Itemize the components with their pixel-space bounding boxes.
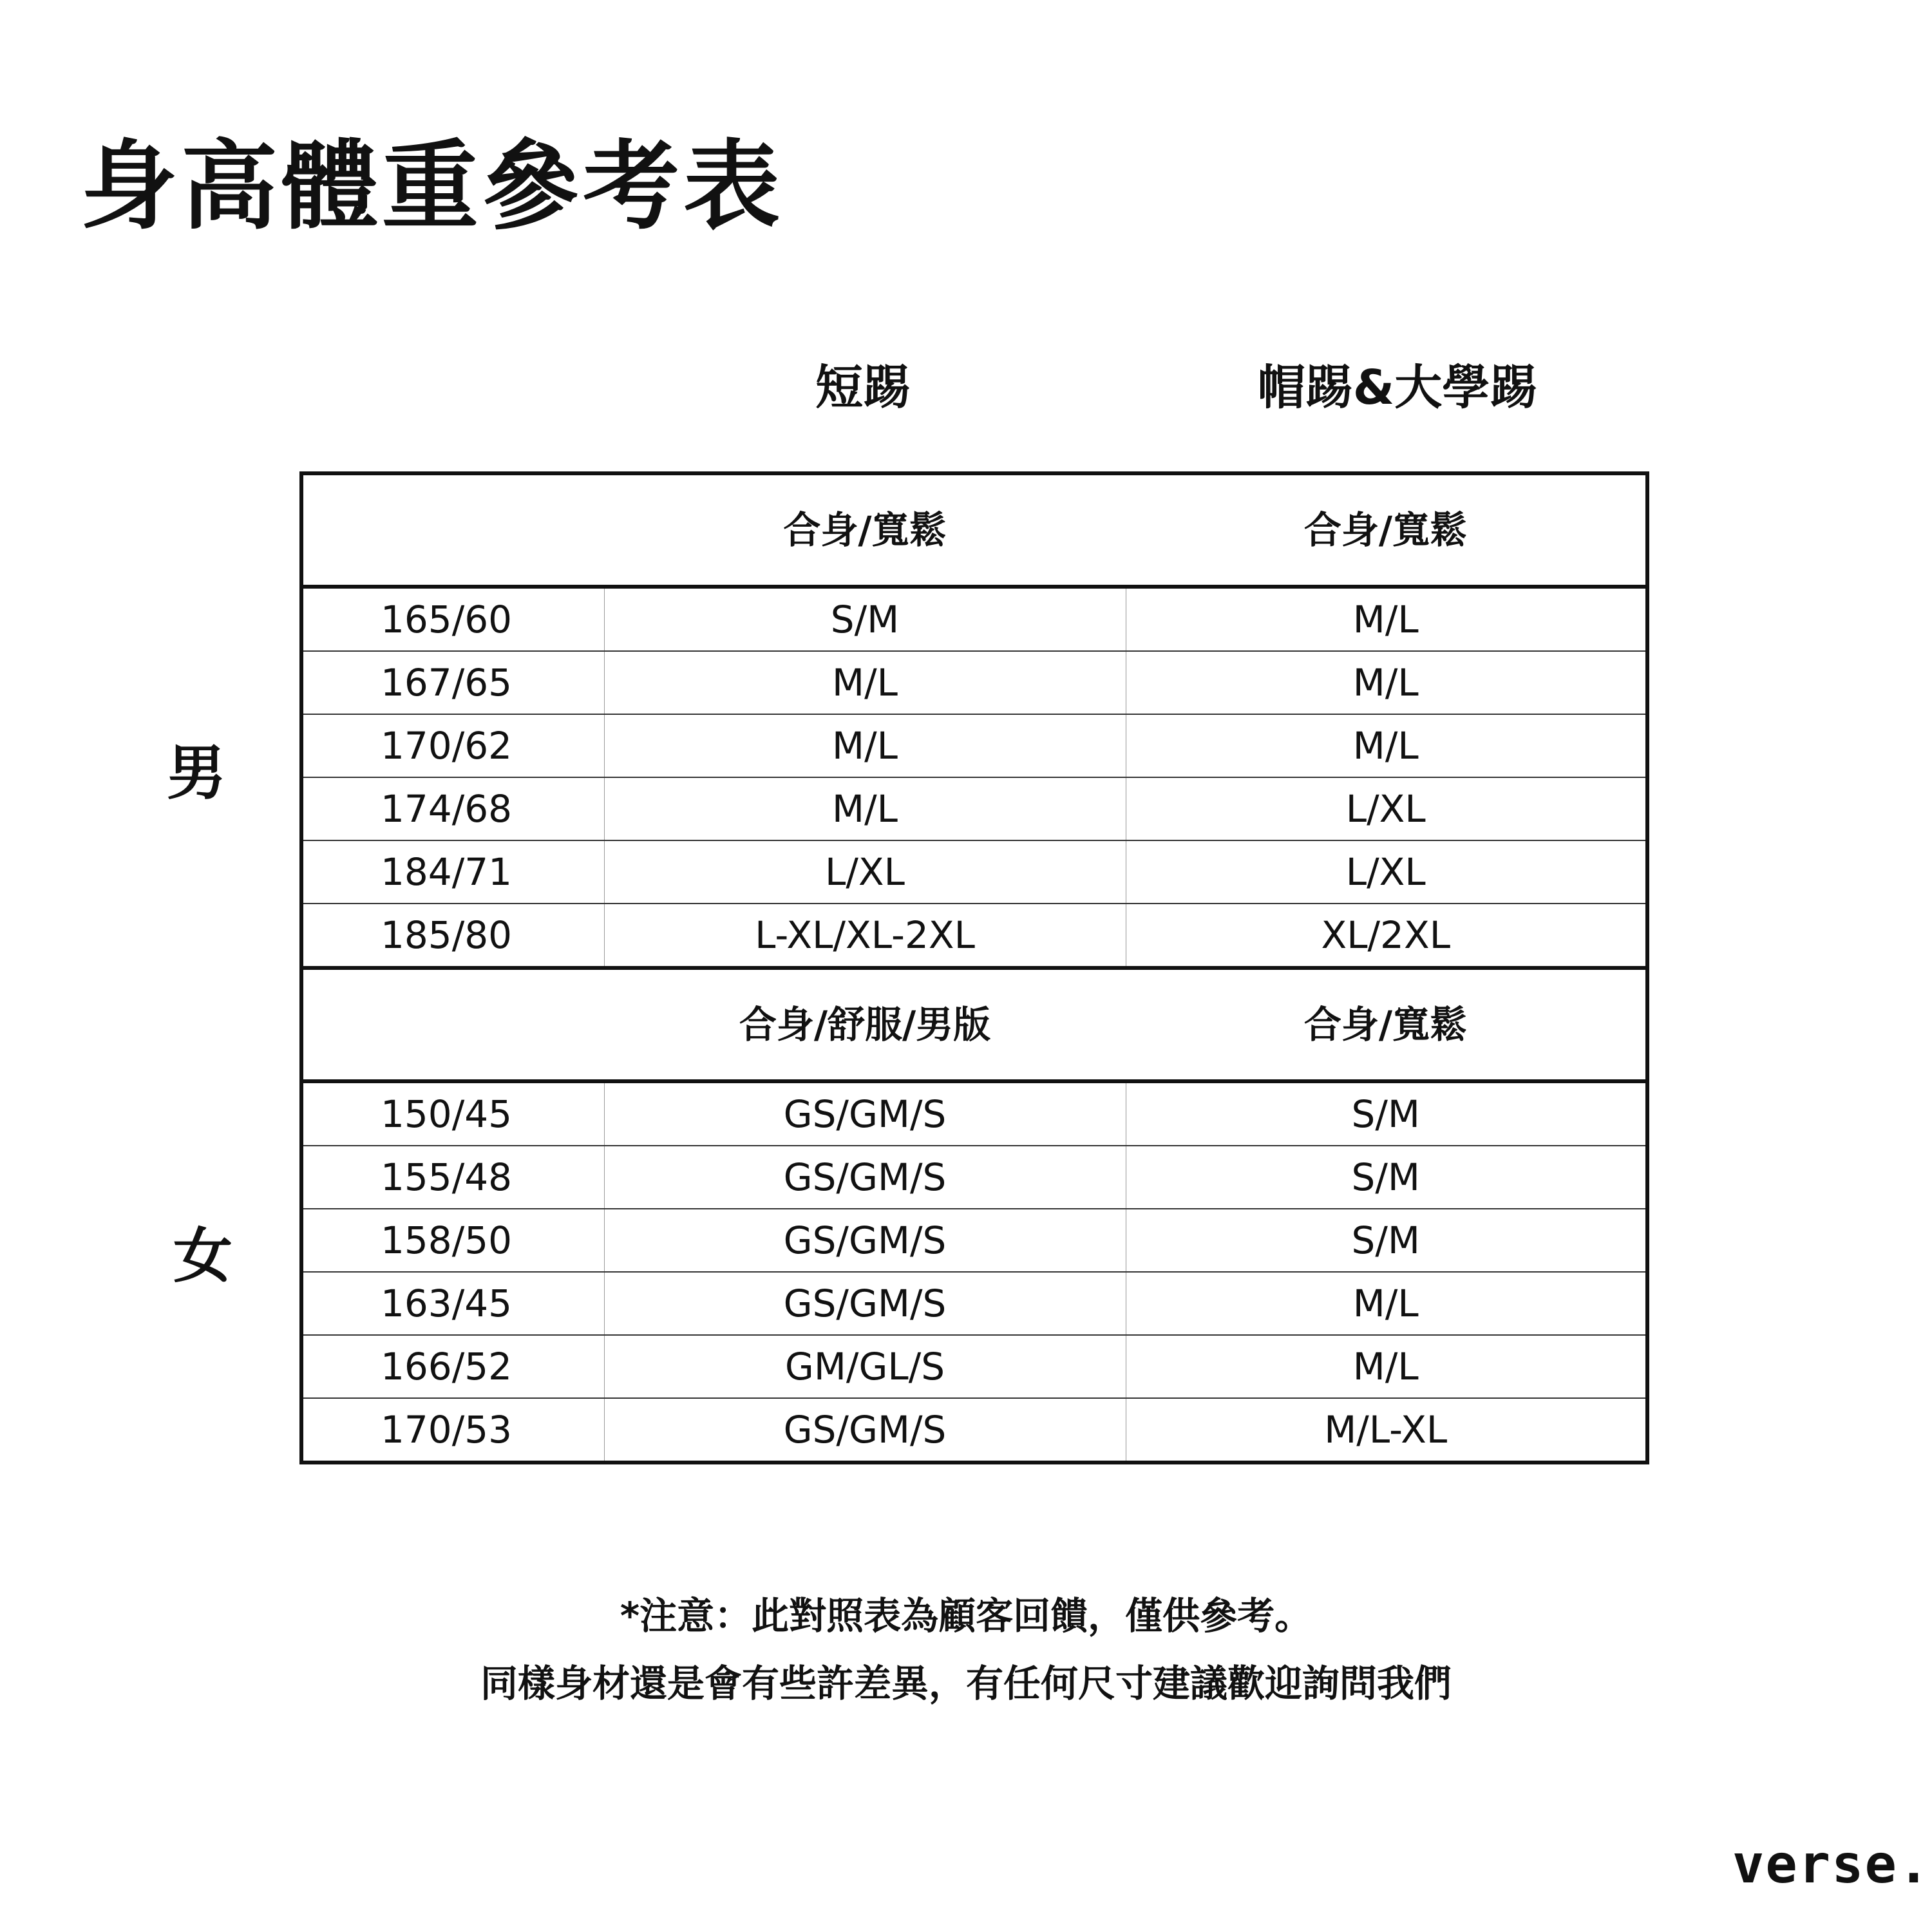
- header-cell-fit-hoodie: 合身/寬鬆: [1303, 508, 1468, 552]
- height-weight-cell: 158/50: [301, 1209, 604, 1272]
- height-weight-cell: 166/52: [301, 1335, 604, 1398]
- hoodie-size-cell: M/L: [1126, 714, 1647, 777]
- hoodie-size-cell: S/M: [1126, 1081, 1647, 1146]
- height-weight-cell: 184/71: [301, 840, 604, 904]
- table-row: [301, 904, 1647, 968]
- hoodie-size-cell: L/XL: [1126, 777, 1647, 840]
- advice-note: 同樣身材還是會有些許差異，有任何尺寸建議歡迎詢問我們: [480, 1662, 1452, 1705]
- short-sleeve-size-cell: GS/GM/S: [604, 1081, 1126, 1146]
- header-cell-fit-short: 合身/寬鬆: [783, 508, 947, 552]
- short-sleeve-size-cell: M/L: [604, 714, 1126, 777]
- short-sleeve-size-cell: GS/GM/S: [604, 1209, 1126, 1272]
- hoodie-size-cell: M/L: [1126, 1335, 1647, 1398]
- short-sleeve-size-cell: GS/GM/S: [604, 1398, 1126, 1463]
- disclaimer-note: *注意：此對照表為顧客回饋，僅供參考。: [620, 1594, 1312, 1638]
- table-row: [301, 1272, 1647, 1335]
- men-fit-header-row: [301, 473, 1647, 587]
- short-sleeve-size-cell: L-XL/XL-2XL: [604, 904, 1126, 968]
- hoodie-size-cell: M/L-XL: [1126, 1398, 1647, 1463]
- hoodie-size-cell: M/L: [1126, 587, 1647, 651]
- header-cell-fit-hoodie: 合身/寬鬆: [1303, 1003, 1468, 1046]
- column-header-short-sleeve: 短踢: [815, 360, 911, 415]
- table-row: [301, 1209, 1647, 1272]
- hoodie-size-cell: M/L: [1126, 651, 1647, 714]
- short-sleeve-size-cell: GS/GM/S: [604, 1146, 1126, 1209]
- height-weight-cell: 185/80: [301, 904, 604, 968]
- table-row: [301, 1335, 1647, 1398]
- hoodie-size-cell: XL/2XL: [1126, 904, 1647, 968]
- table-row: [301, 777, 1647, 840]
- short-sleeve-size-cell: L/XL: [604, 840, 1126, 904]
- women-fit-header-row: [301, 968, 1647, 1081]
- table-row: [301, 840, 1647, 904]
- gender-label-men: 男: [166, 739, 226, 808]
- height-weight-cell: 167/65: [301, 651, 604, 714]
- height-weight-cell: 170/62: [301, 714, 604, 777]
- height-weight-cell: 174/68: [301, 777, 604, 840]
- size-chart-table: [299, 471, 1649, 1464]
- table-row: [301, 587, 1647, 651]
- table-row: [301, 651, 1647, 714]
- table-row: [301, 1081, 1647, 1146]
- short-sleeve-size-cell: M/L: [604, 777, 1126, 840]
- height-weight-cell: 163/45: [301, 1272, 604, 1335]
- men-section: [301, 473, 1647, 968]
- height-weight-cell: 155/48: [301, 1146, 604, 1209]
- height-weight-cell: 150/45: [301, 1081, 604, 1146]
- table-row: [301, 1398, 1647, 1463]
- header-cell-fit-short: 合身/舒服/男版: [739, 1003, 991, 1046]
- hoodie-size-cell: L/XL: [1126, 840, 1647, 904]
- short-sleeve-size-cell: GS/GM/S: [604, 1272, 1126, 1335]
- short-sleeve-size-cell: M/L: [604, 651, 1126, 714]
- women-section: [301, 968, 1647, 1463]
- header-cell: [301, 968, 604, 1081]
- header-cell: [301, 473, 604, 587]
- table-row: [301, 1146, 1647, 1209]
- hoodie-size-cell: M/L: [1126, 1272, 1647, 1335]
- hoodie-size-cell: S/M: [1126, 1209, 1647, 1272]
- brand-logo: verse.: [1732, 1834, 1931, 1895]
- height-weight-cell: 170/53: [301, 1398, 604, 1463]
- table-row: [301, 714, 1647, 777]
- hoodie-size-cell: S/M: [1126, 1146, 1647, 1209]
- height-weight-cell: 165/60: [301, 587, 604, 651]
- short-sleeve-size-cell: GM/GL/S: [604, 1335, 1126, 1398]
- column-header-hoodie-college: 帽踢&大學踢: [1257, 360, 1538, 415]
- short-sleeve-size-cell: S/M: [604, 587, 1126, 651]
- gender-label-women: 女: [173, 1222, 232, 1291]
- page-title: 身高體重參考表: [80, 131, 784, 243]
